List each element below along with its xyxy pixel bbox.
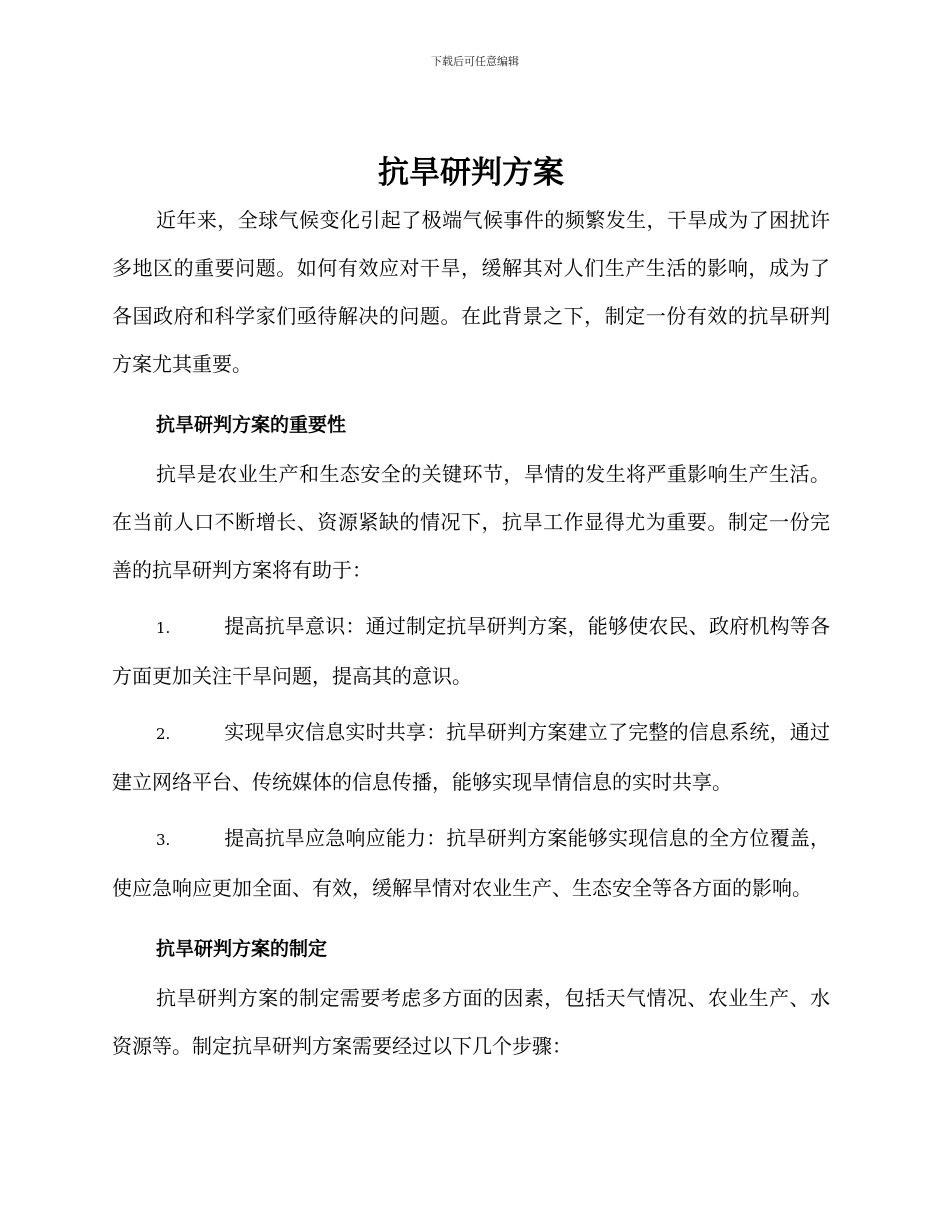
- section-heading-importance: 抗旱研判方案的重要性: [156, 414, 347, 436]
- document-title: 抗旱研判方案: [378, 155, 564, 191]
- list-item: [112, 708, 830, 806]
- list-item-text: 提高抗旱应急响应能力：抗旱研判方案能够实现信息的全方位覆盖，使应急响应更加全面、有效，缓解旱情对农业生产、生态安全等各方面的影响。: [112, 826, 830, 900]
- importance-paragraph: 抗旱是农业生产和生态安全的关键环节，旱情的发生将严重影响生产生活。在当前人口不断增长、资源紧缺的情况下，抗旱工作显得尤为重要。制定一份完善的抗旱研判方案将有助于：: [112, 462, 830, 582]
- list-item-text: 实现旱灾信息实时共享：抗旱研判方案建立了完整的信息系统，通过建立网络平台、传统媒体的信息传播，能够实现旱情信息的实时共享。: [112, 720, 830, 794]
- spacer: [112, 594, 830, 602]
- list-item: [112, 814, 830, 912]
- list-number: 2.: [156, 725, 171, 743]
- section-heading-formulation: 抗旱研判方案的制定: [156, 938, 328, 960]
- list-item: [112, 602, 830, 700]
- header-note: 下载后可任意编辑: [431, 55, 519, 68]
- spacer: [112, 388, 830, 398]
- document-content: [112, 150, 830, 1070]
- spacer: [112, 806, 830, 814]
- list-number: 3.: [156, 831, 171, 849]
- spacer: [112, 912, 830, 922]
- spacer: [112, 700, 830, 708]
- formulation-paragraph: 抗旱研判方案的制定需要考虑多方面的因素，包括天气情况、农业生产、水资源等。制定抗旱研判方案需要经过以下几个步骤：: [112, 986, 830, 1058]
- list-number: 1.: [156, 619, 171, 637]
- list-item-text: 提高抗旱意识：通过制定抗旱研判方案，能够使农民、政府机构等各方面更加关注干旱问题，提高其的意识。: [112, 614, 830, 688]
- intro-paragraph: 近年来，全球气候变化引起了极端气候事件的频繁发生，干旱成为了困扰许多地区的重要问题。如何有效应对干旱，缓解其对人们生产生活的影响，成为了各国政府和科学家们亟待解决的问题。在此背景之下，制定一份有效的抗旱研判方案尤其重要。: [112, 208, 830, 376]
